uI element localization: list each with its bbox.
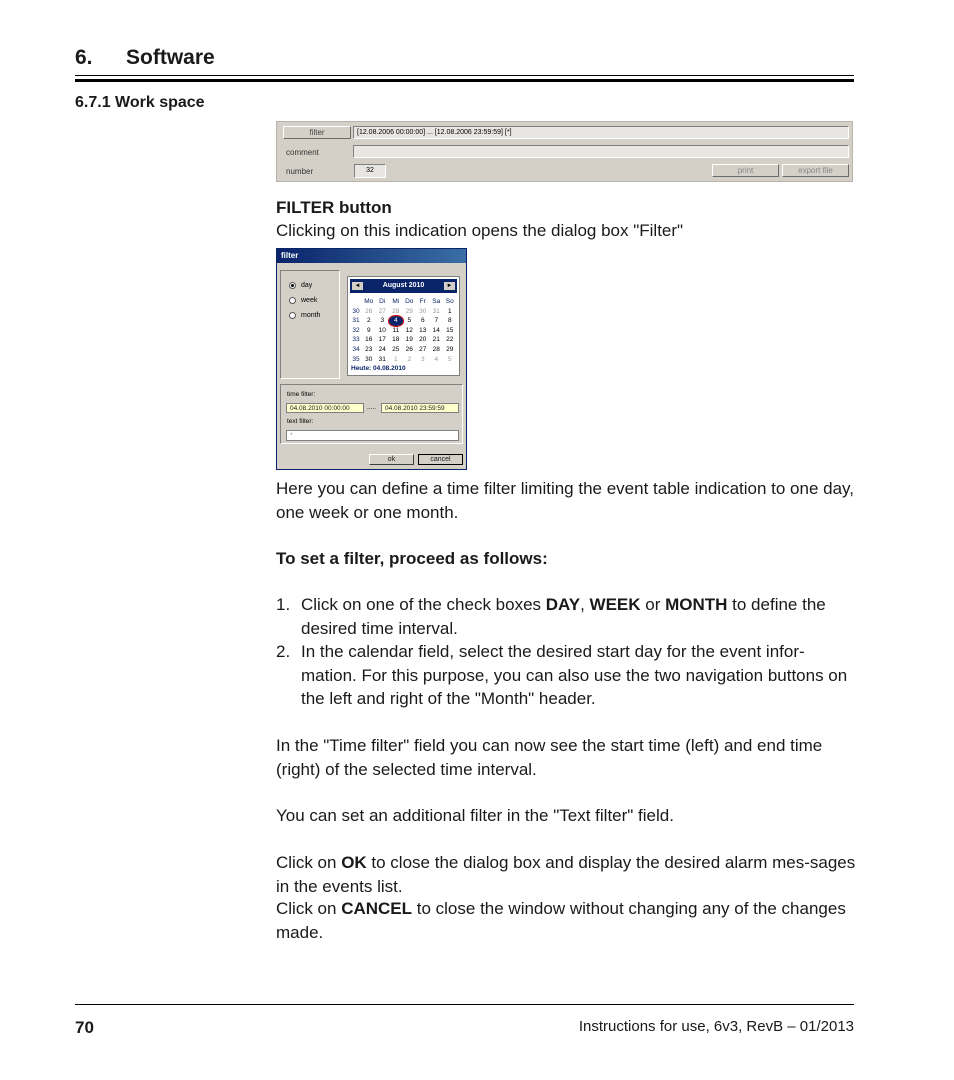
calendar-day[interactable]: 20	[419, 336, 427, 344]
step-2	[276, 640, 856, 711]
calendar-week-row	[350, 335, 457, 345]
step-1-week: WEEK	[589, 595, 641, 614]
step-1-month: MONTH	[665, 595, 728, 614]
calendar-week-row	[350, 307, 457, 317]
step-1-number: 1.	[276, 595, 291, 614]
steps-list	[276, 593, 856, 711]
header-rule-thin	[75, 75, 854, 76]
calendar-day[interactable]: 27	[378, 307, 386, 315]
filter-intro: Clicking on this indication opens the dialog box "Filter"	[276, 221, 684, 240]
calendar-day[interactable]: 21	[432, 336, 440, 344]
time-filter-label: time filter:	[287, 391, 316, 398]
calendar-day[interactable]: 12	[405, 326, 413, 334]
step-1-text-a: Click on one of the check boxes	[301, 595, 546, 614]
calendar-week-row	[350, 316, 457, 326]
time-separator: .....	[367, 404, 377, 411]
cancel-para-b: to close the window without changing any of the changes made.	[276, 899, 846, 942]
calendar-weekday-3: Do	[405, 298, 414, 305]
text-filter-field[interactable]: *	[286, 430, 459, 441]
paragraph-cancel	[276, 897, 856, 944]
radio-month-label: month	[301, 312, 321, 319]
calendar-day[interactable]: 14	[432, 326, 440, 334]
calendar-day[interactable]: 16	[365, 336, 373, 344]
calendar-today[interactable]: Heute: 04.08.2010	[351, 365, 406, 372]
calendar-day[interactable]: 25	[392, 345, 400, 353]
calendar-day[interactable]: 10	[378, 326, 386, 334]
radio-day-indicator[interactable]	[289, 282, 296, 289]
number-label: number	[286, 167, 314, 176]
paragraph-ok	[276, 851, 856, 898]
calendar-day[interactable]: 2	[366, 317, 371, 325]
calendar-weekday-2: Mi	[392, 298, 400, 305]
section-number: 6.	[75, 46, 93, 69]
ok-button[interactable]: ok	[369, 454, 414, 465]
calendar-day[interactable]: 8	[447, 317, 452, 325]
calendar-day[interactable]: 4	[389, 316, 403, 326]
calendar-weekday-4: Fr	[419, 298, 426, 305]
calendar-week-row	[350, 355, 457, 365]
calendar-day[interactable]: 13	[419, 326, 427, 334]
calendar-day[interactable]: 29	[446, 345, 454, 353]
calendar-weekday-row	[350, 297, 457, 307]
radio-month[interactable]	[289, 312, 320, 319]
header-rule-thick	[75, 79, 854, 82]
calendar-day[interactable]: 1	[447, 307, 452, 315]
calendar-day[interactable]: 31	[378, 355, 386, 363]
subsection-title: 6.7.1 Work space	[75, 94, 205, 111]
calendar-day[interactable]: 2	[407, 355, 412, 363]
text-filter-label: text filter:	[287, 418, 314, 425]
calendar-day[interactable]: 28	[432, 345, 440, 353]
step-1	[276, 593, 856, 640]
number-field: 32	[354, 164, 386, 178]
calendar-weekday-6: So	[445, 298, 454, 305]
calendar-day[interactable]: 30	[419, 307, 427, 315]
step-2-text: In the calendar field, select the desired start day for the event infor-mation. For this purpose, you can also use the two navigation buttons on the left and right of the "Month" header.	[301, 642, 848, 708]
calendar-day[interactable]: 19	[405, 336, 413, 344]
calendar-week-number: 33	[352, 336, 360, 344]
calendar-day[interactable]: 11	[392, 326, 400, 334]
calendar-day[interactable]: 29	[405, 307, 413, 315]
calendar-day[interactable]: 6	[420, 317, 425, 325]
calendar-weekday-1: Di	[379, 298, 386, 305]
step-1-sep: ,	[580, 595, 590, 614]
paragraph-time-filter: In the "Time filter" field you can now see the start time (left) and end time (right) of the selected time interval.	[276, 736, 823, 779]
calendar-day[interactable]: 22	[446, 336, 454, 344]
calendar-week-number: 35	[352, 355, 360, 363]
page-number: 70	[75, 1018, 94, 1037]
calendar-week-number: 31	[352, 317, 360, 325]
calendar-day[interactable]: 26	[405, 345, 413, 353]
calendar-header	[350, 279, 457, 293]
calendar-day[interactable]: 7	[434, 317, 439, 325]
calendar-day[interactable]: 17	[378, 336, 386, 344]
cancel-button[interactable]: cancel	[418, 454, 463, 465]
calendar-day[interactable]: 4	[434, 355, 439, 363]
paragraph-text-filter: You can set an additional filter in the "Text filter" field.	[276, 806, 674, 825]
footer-rule	[75, 1004, 854, 1005]
step-2-number: 2.	[276, 642, 291, 661]
calendar-next-button[interactable]: ►	[444, 282, 455, 290]
radio-week-indicator[interactable]	[289, 297, 296, 304]
radio-month-indicator[interactable]	[289, 312, 296, 319]
calendar-prev-button[interactable]: ◄	[352, 282, 363, 290]
calendar-day[interactable]: 3	[420, 355, 425, 363]
comment-label: comment	[286, 148, 319, 157]
calendar-weekday-0: Mo	[364, 298, 374, 305]
calendar-day[interactable]: 23	[365, 345, 373, 353]
calendar-week-number: 34	[352, 345, 360, 353]
calendar-day[interactable]: 26	[365, 307, 373, 315]
paragraph-intro: Here you can define a time filter limiting the event table indication to one day, one week or one month.	[276, 479, 855, 522]
cancel-para-a: Click on	[276, 899, 342, 918]
calendar-week-row	[350, 326, 457, 336]
filter-display-field[interactable]: [12.08.2006 00:00:00] ... [12.08.2006 23:59:59] [*]	[353, 126, 849, 139]
dialog-titlebar: filter	[277, 249, 466, 263]
ok-para-a: Click on	[276, 853, 342, 872]
calendar-day[interactable]: 15	[446, 326, 454, 334]
calendar[interactable]	[347, 276, 460, 376]
print-button[interactable]: print	[712, 164, 779, 177]
calendar-week-row	[350, 345, 457, 355]
calendar-week-number: 32	[352, 326, 360, 334]
filter-heading: FILTER button	[276, 198, 392, 217]
calendar-weekday-5: Sa	[432, 298, 441, 305]
calendar-day[interactable]: 18	[392, 336, 400, 344]
workspace-panel	[276, 121, 853, 182]
section-title: Software	[126, 46, 215, 69]
radio-week[interactable]	[289, 297, 317, 304]
document-info: Instructions for use, 6v3, RevB – 01/2013	[578, 1018, 854, 1035]
calendar-grid	[350, 297, 457, 364]
calendar-day[interactable]: 28	[392, 307, 400, 315]
steps-heading: To set a filter, proceed as follows:	[276, 549, 548, 568]
cancel-para-cancel: CANCEL	[341, 899, 413, 918]
ok-para-b: to close the dialog box and display the desired alarm mes-sages in the events list.	[276, 853, 856, 896]
radio-day-label: day	[301, 282, 313, 289]
export-file-button[interactable]: export file	[782, 164, 849, 177]
calendar-day[interactable]: 27	[419, 345, 427, 353]
radio-week-label: week	[301, 297, 318, 304]
calendar-day[interactable]: 30	[365, 355, 373, 363]
calendar-day[interactable]: 5	[447, 355, 452, 363]
calendar-day[interactable]: 1	[393, 355, 398, 363]
filter-button[interactable]: filter	[283, 126, 351, 139]
calendar-day[interactable]: 5	[407, 317, 412, 325]
time-start-field[interactable]: 04.08.2010 00:00:00	[286, 403, 364, 413]
calendar-week-header	[350, 297, 362, 307]
calendar-month-label: August 2010	[382, 282, 425, 289]
time-end-field[interactable]: 04.08.2010 23:59:59	[381, 403, 459, 413]
step-1-text-b: to define the desired time interval.	[301, 595, 826, 638]
comment-field[interactable]	[353, 145, 849, 158]
calendar-day[interactable]: 24	[378, 345, 386, 353]
radio-day[interactable]	[289, 282, 312, 289]
calendar-day[interactable]: 9	[366, 326, 371, 334]
ok-para-ok: OK	[341, 853, 367, 872]
step-1-or: or	[640, 595, 666, 614]
calendar-week-number: 30	[352, 307, 360, 315]
calendar-day[interactable]: 31	[432, 307, 440, 315]
calendar-day[interactable]: 3	[380, 317, 385, 325]
step-1-day: DAY	[545, 595, 581, 614]
